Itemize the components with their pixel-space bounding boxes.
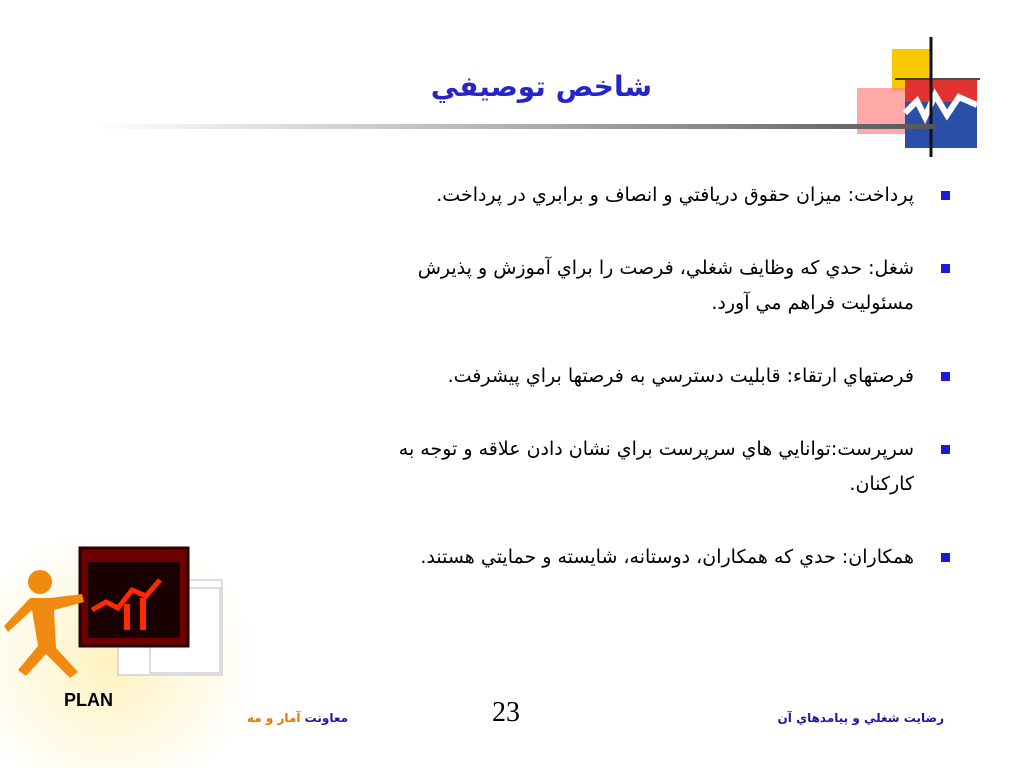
bullet-square-icon	[941, 445, 950, 454]
bullet-square-icon	[941, 264, 950, 273]
bullet-text: پرداخت: ميزان حقوق دريافتي و انصاف و برابري در پرداخت.	[436, 184, 914, 206]
bullet-item	[344, 540, 914, 575]
bullet-item	[344, 432, 914, 502]
plan-illustration-icon	[0, 540, 245, 768]
plan-label: PLAN	[64, 690, 113, 710]
logo-icon	[855, 35, 985, 160]
bullet-text: فرصتهاي ارتقاء: قابليت دسترسي به فرصتها براي پيشرفت.	[447, 365, 914, 387]
bullet-item	[344, 359, 914, 394]
bullet-square-icon	[941, 553, 950, 562]
footer-left-part-b: آمار و مه	[247, 711, 301, 725]
bullet-square-icon	[941, 372, 950, 381]
footer-title: رضايت شغلي و پيامدهاي آن	[777, 711, 944, 725]
bullet-text: سرپرست:توانايي هاي سرپرست براي نشان دادن علاقه و توجه به كاركنان.	[398, 438, 914, 495]
bullet-square-icon	[941, 191, 950, 200]
footer-left	[247, 711, 348, 725]
bullet-list	[344, 178, 914, 613]
footer-left-part-a: معاونت	[304, 711, 349, 725]
title-divider	[95, 124, 935, 129]
bullet-item	[344, 178, 914, 213]
bullet-text: همكاران: حدي كه همكاران، دوستانه، شايسته و حمايتي هستند.	[420, 546, 914, 568]
bullet-item	[344, 251, 914, 321]
slide-title: شاخص توصيفي	[430, 70, 652, 103]
page-number: 23	[492, 697, 520, 728]
bullet-text: شغل: حدي كه وظايف شغلي، فرصت را براي آموزش و پذيرش مسئوليت فراهم مي آورد.	[417, 257, 914, 314]
